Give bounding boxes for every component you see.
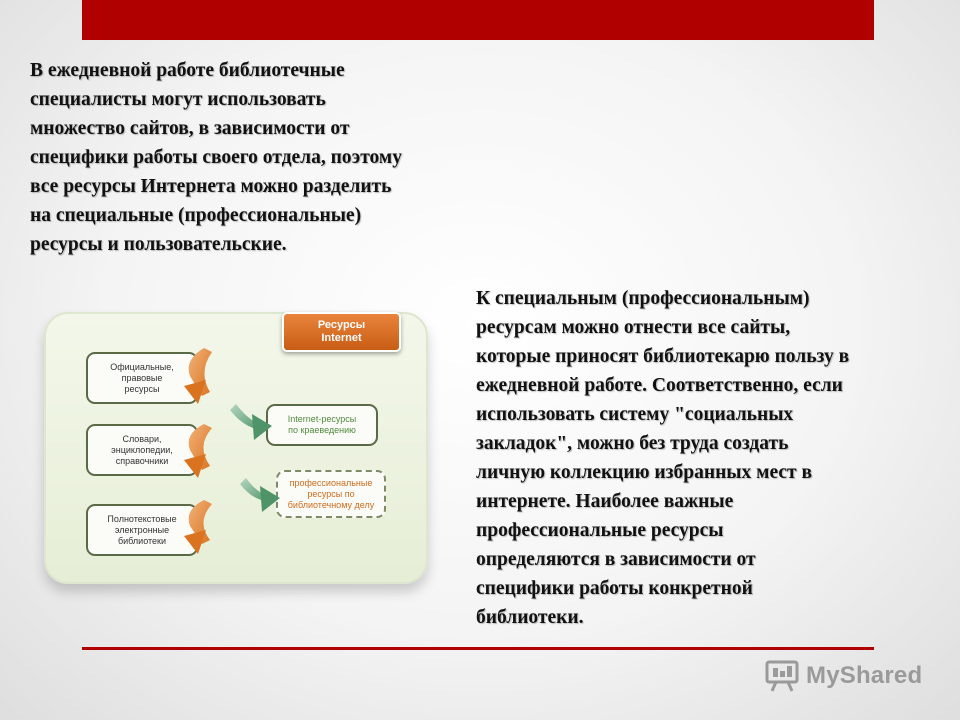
- myshared-logo: [764, 656, 934, 696]
- professional-resources-paragraph: К специальным (профессиональным) ресурсам можно отнести все сайты, которые приносят библиотекарю пользу в ежедневной работе. Соответственно, если использовать систему "социальных закладок", можно без труда создать личную коллекцию избранных мест в интернете. Наиболее важные профессиональные ресурсы определяются в зависимости от специфики работы конкретной библиотеки.: [476, 288, 850, 628]
- logo-text: MyShared: [806, 662, 923, 689]
- resources-diagram: [44, 312, 428, 584]
- diagram-box-dictionaries: Словари, энциклопедии, справочники: [86, 424, 198, 476]
- diagram-header-resources-internet: Ресурсы Internet: [282, 312, 401, 352]
- diagram-box-local-history: Internet-ресурсы по краеведению: [266, 404, 378, 446]
- intro-paragraph: В ежедневной работе библиотечные специалисты могут использовать множество сайтов, в зависимости от специфики работы своего отдела, поэтому все ресурсы Интернета можно разделить на специальные (профессиональные) ресурсы и пользовательские.: [30, 60, 402, 255]
- top-accent-bar: [82, 0, 874, 40]
- diagram-box-official: Официальные, правовые ресурсы: [86, 352, 198, 404]
- diagram-box-fulltext: Полнотекстовые электронные библиотеки: [86, 504, 198, 556]
- diagram-box-library-science: профессиональные ресурсы по библиотечному делу: [276, 470, 386, 518]
- bottom-accent-line: [82, 647, 874, 650]
- presentation-board-icon: [764, 659, 800, 693]
